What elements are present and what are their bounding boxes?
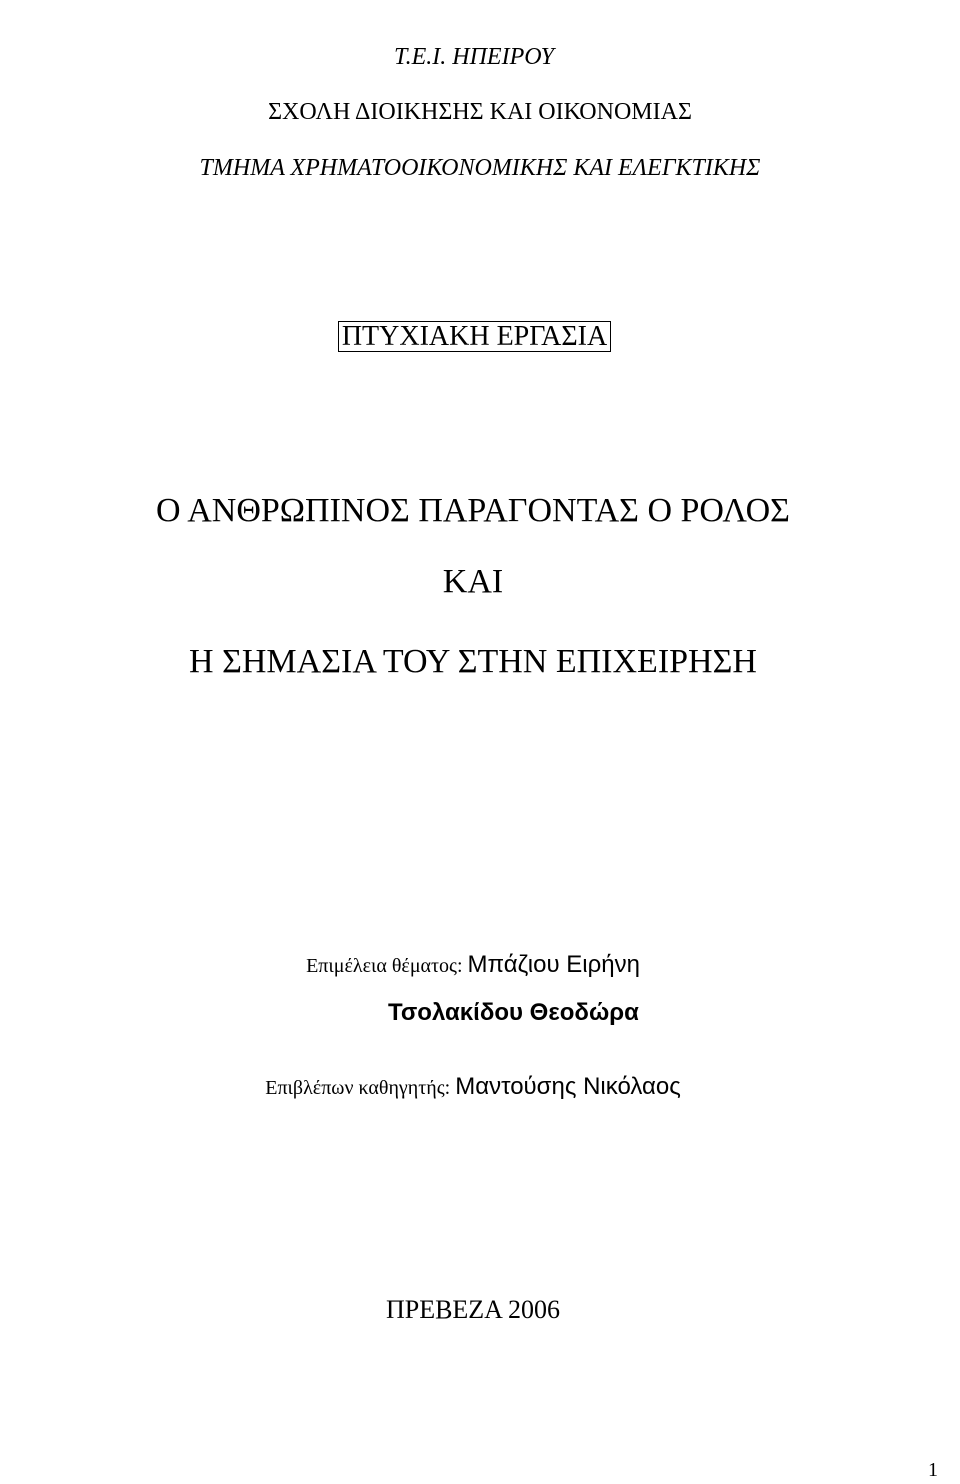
editors-line xyxy=(0,953,946,977)
title-line-2: ΚΑΙ xyxy=(442,563,504,600)
thesis-label-container xyxy=(0,321,960,352)
editor-name-1: Μπάζιου Ειρήνη xyxy=(467,951,640,978)
page-number: 1 xyxy=(928,1459,938,1481)
school-name: ΣΧΟΛΗ ΔΙΟΙΚΗΣΗΣ ΚΑΙ ΟΙΚΟΝΟΜΙΑΣ xyxy=(268,99,692,125)
title-line-1: Ο ΑΝΘΡΩΠΙΝΟΣ ΠΑΡΑΓΟΝΤΑΣ Ο ΡΟΛΟΣ xyxy=(156,492,790,529)
title-line-3: Η ΣΗΜΑΣΙΑ ΤΟΥ ΣΤΗΝ ΕΠΙΧΕΙΡΗΣΗ xyxy=(189,643,757,680)
thesis-label: ΠΤΥΧΙΑΚΗ ΕΡΓΑΣΙΑ xyxy=(338,321,611,352)
department-name: ΤΜΗΜΑ ΧΡΗΜΑΤΟΟΙΚΟΝΟΜΙΚΗΣ ΚΑΙ ΕΛΕΓΚΤΙΚΗΣ xyxy=(199,155,761,181)
institution-name: Τ.Ε.Ι. ΗΠΕΙΡΟΥ xyxy=(394,44,554,70)
editors-label: Επιμέλεια θέματος: xyxy=(306,955,463,977)
supervisor-name: Μαντούσης Νικόλαος xyxy=(455,1073,681,1100)
place-year: ΠΡΕΒΕΖΑ 2006 xyxy=(385,1295,561,1324)
supervisor-line xyxy=(0,1075,946,1099)
supervisor-label: Επιβλέπων καθηγητής: xyxy=(265,1077,451,1099)
editor-name-2: Τσολακίδου Θεοδώρα xyxy=(388,999,639,1026)
